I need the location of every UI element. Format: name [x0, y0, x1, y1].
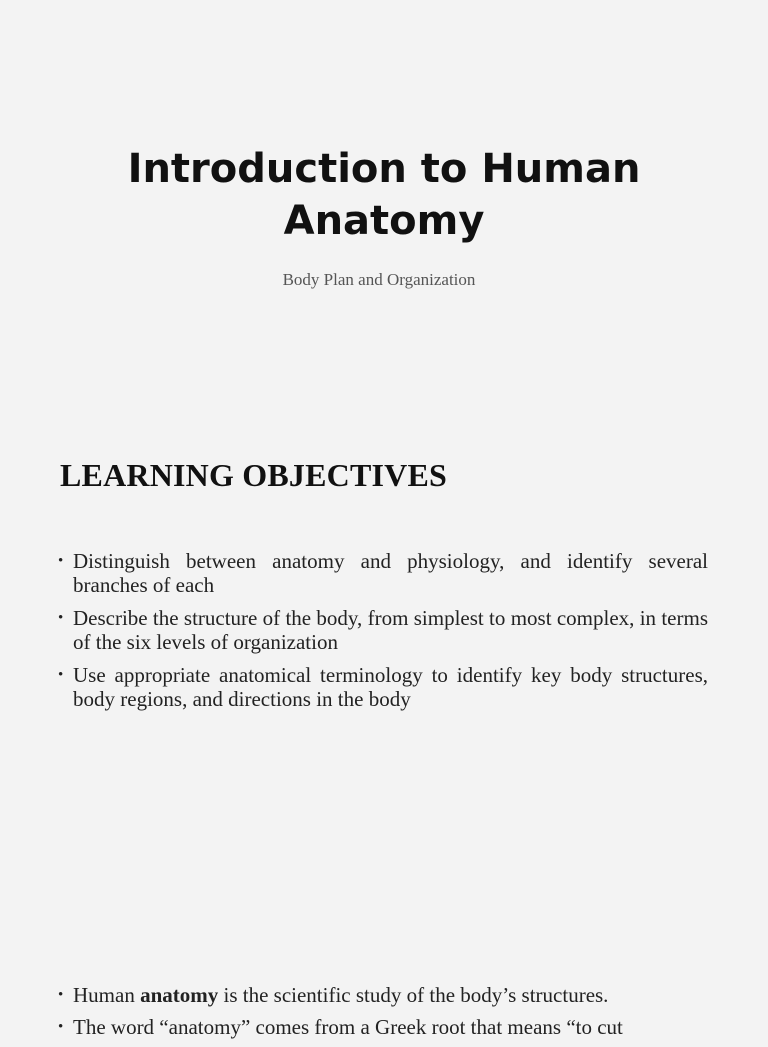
- bullet-icon: •: [58, 610, 64, 626]
- slide-subtitle: Body Plan and Organization: [282, 270, 476, 289]
- objective-text: Distinguish between anatomy and physiology, and identify several branches of each: [73, 549, 708, 597]
- objectives-list: [58, 549, 708, 720]
- intro-prefix: Human: [73, 983, 141, 1007]
- list-item: [58, 1015, 708, 1039]
- bullet-icon: •: [58, 667, 64, 683]
- title-line-1: Introduction to Human: [127, 145, 641, 192]
- term-anatomy: anatomy: [140, 983, 219, 1007]
- intro-suffix: is the scientific study of the body’s structures.: [218, 983, 609, 1007]
- list-item: [58, 663, 708, 711]
- list-item: [58, 606, 708, 654]
- bullet-icon: •: [58, 1019, 64, 1035]
- bullet-icon: •: [58, 987, 64, 1003]
- objective-text: Use appropriate anatomical terminology to identify key body structures, body regions, and directions in the body: [73, 663, 708, 711]
- learning-objectives-heading: LEARNING OBJECTIVES: [60, 457, 448, 493]
- list-item: [58, 549, 708, 597]
- intro-text: The word “anatomy” comes from a Greek root that means “to cut: [73, 1015, 623, 1039]
- objective-text: Describe the structure of the body, from simplest to most complex, in terms of the six levels of organization: [73, 606, 708, 654]
- anatomy-intro-list: [58, 983, 708, 1047]
- slide-title: [0, 143, 768, 247]
- title-line-2: Anatomy: [283, 197, 485, 244]
- list-item: [58, 983, 708, 1007]
- bullet-icon: •: [58, 553, 64, 569]
